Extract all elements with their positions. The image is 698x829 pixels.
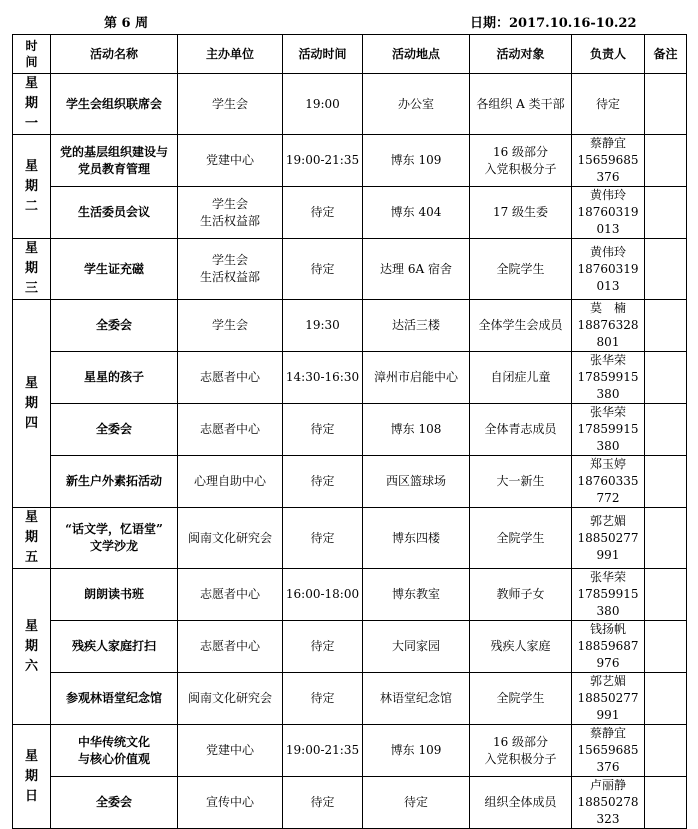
event-name-line: 新生户外素拓活动 (65, 474, 162, 488)
event-person-line: 17859915380 (577, 587, 639, 618)
event-person-line: 18850277991 (577, 691, 639, 722)
event-person-line: 18760319013 (577, 205, 639, 236)
event-person (572, 508, 645, 569)
event-time: 待定 (283, 777, 363, 829)
table-row (13, 352, 687, 404)
event-place: 博东 109 (363, 135, 470, 187)
event-target (470, 135, 572, 187)
event-organizer (178, 404, 283, 456)
day-label (13, 300, 51, 508)
event-time: 16:00-18:00 (283, 569, 363, 621)
event-name-line: 全委会 (95, 318, 132, 332)
event-note (645, 508, 687, 569)
event-person (572, 404, 645, 456)
event-time: 待定 (283, 239, 363, 300)
event-person-line: 18850278323 (577, 795, 639, 826)
event-time: 待定 (283, 187, 363, 239)
event-time: 待定 (283, 673, 363, 725)
event-person-line: 张华荣 (589, 405, 626, 419)
event-organizer (178, 456, 283, 508)
event-name-line: 参观林语堂纪念馆 (65, 691, 162, 705)
event-place: 博东 109 (363, 725, 470, 777)
event-place: 博东 404 (363, 187, 470, 239)
event-name-line: 生活委员会议 (77, 205, 150, 219)
event-target (470, 456, 572, 508)
col-header-person: 负责人 (572, 35, 645, 74)
col-header-note: 备注 (645, 35, 687, 74)
event-place: 大同家园 (363, 621, 470, 673)
event-person-line: 卢丽静 (589, 778, 626, 792)
event-organizer (178, 725, 283, 777)
event-name-line: 中华传统文化 (77, 734, 150, 749)
event-target-line: 全体青志成员 (484, 422, 557, 436)
event-person (572, 352, 645, 404)
event-person-line: 15659685376 (577, 743, 639, 774)
event-name (51, 239, 178, 300)
event-target-line: 全体学生会成员 (478, 318, 563, 332)
event-place: 博东四楼 (363, 508, 470, 569)
event-target (470, 508, 572, 569)
event-name-line: 朗朗读书班 (83, 587, 144, 601)
event-person (572, 74, 645, 135)
date-range: 日期：2017.10.16-10.22 (470, 16, 637, 31)
event-person-line: 钱扬帆 (589, 622, 626, 636)
col-header-target: 活动对象 (470, 35, 572, 74)
event-note (645, 187, 687, 239)
day-label-text: 星期三 (24, 241, 38, 296)
event-target (470, 239, 572, 300)
event-note (645, 725, 687, 777)
event-name (51, 404, 178, 456)
event-organizer (178, 673, 283, 725)
event-organizer-line: 志愿者中心 (199, 639, 260, 653)
event-name-line: 星星的孩子 (83, 370, 144, 384)
col-header-name: 活动名称 (51, 35, 178, 74)
event-name (51, 456, 178, 508)
event-name (51, 725, 178, 777)
event-name (51, 621, 178, 673)
event-organizer-line: 志愿者中心 (199, 587, 260, 601)
event-organizer-line: 志愿者中心 (199, 370, 260, 384)
event-target (470, 352, 572, 404)
event-time: 19:30 (283, 300, 363, 352)
event-time: 19:00 (283, 74, 363, 135)
day-label-text: 星期日 (24, 748, 38, 804)
col-header-time-label: 时间 (25, 38, 38, 69)
event-organizer (178, 777, 283, 829)
event-organizer (178, 352, 283, 404)
event-name-line: 残疾人家庭打扫 (71, 639, 156, 653)
event-target (470, 404, 572, 456)
table-row (13, 777, 687, 829)
event-note (645, 239, 687, 300)
event-name (51, 352, 178, 404)
event-name-line: 党的基层组织建设与 (59, 144, 168, 159)
event-name (51, 673, 178, 725)
event-target-line: 残疾人家庭 (490, 639, 551, 653)
event-person-line: 郭艺媚 (589, 513, 626, 528)
event-person-line: 蔡静宜 (589, 726, 626, 740)
event-organizer (178, 300, 283, 352)
table-row (13, 673, 687, 725)
event-target-line: 组织全体成员 (484, 795, 557, 809)
event-place: 林语堂纪念馆 (363, 673, 470, 725)
event-target (470, 725, 572, 777)
event-note (645, 300, 687, 352)
event-person-line: 黄伟玲 (589, 244, 626, 259)
schedule-body (13, 74, 687, 829)
event-organizer (178, 508, 283, 569)
event-time: 待定 (283, 621, 363, 673)
event-person-line: 张华荣 (589, 353, 626, 367)
day-label-text: 星期六 (24, 618, 38, 674)
event-person (572, 135, 645, 187)
event-person-line: 18760335772 (577, 474, 639, 505)
event-target-line: 入党积极分子 (484, 751, 557, 766)
event-person-line: 18760319013 (577, 261, 639, 293)
event-person (572, 569, 645, 621)
table-row (13, 300, 687, 352)
event-person-line: 蔡静宜 (589, 136, 626, 150)
day-label (13, 239, 51, 300)
event-time: 待定 (283, 456, 363, 508)
event-person-line: 17859915380 (577, 370, 639, 401)
event-target (470, 621, 572, 673)
event-target (470, 187, 572, 239)
day-label (13, 74, 51, 135)
event-time: 19:00-21:35 (283, 725, 363, 777)
event-organizer-line: 志愿者中心 (199, 422, 260, 436)
event-target (470, 777, 572, 829)
table-row (13, 135, 687, 187)
event-name (51, 135, 178, 187)
event-organizer-line: 党建中心 (205, 743, 254, 757)
event-time: 待定 (283, 508, 363, 569)
event-place: 待定 (363, 777, 470, 829)
event-organizer (178, 187, 283, 239)
event-note (645, 456, 687, 508)
day-label (13, 508, 51, 569)
event-organizer (178, 74, 283, 135)
event-person (572, 777, 645, 829)
event-person (572, 300, 645, 352)
event-person-line: 待定 (595, 96, 620, 111)
event-person (572, 621, 645, 673)
event-organizer-line: 心理自助中心 (193, 474, 266, 488)
event-target-line: 各组织 A 类干部 (476, 96, 565, 111)
event-person (572, 673, 645, 725)
event-name-line: 与核心价值观 (77, 751, 150, 766)
event-time: 待定 (283, 404, 363, 456)
table-row (13, 621, 687, 673)
event-note (645, 777, 687, 829)
day-label (13, 569, 51, 725)
event-organizer-line: 学生会 (211, 318, 248, 332)
table-row (13, 239, 687, 300)
table-row (13, 187, 687, 239)
event-organizer-line: 生活权益部 (199, 213, 260, 228)
event-person-line: 17859915380 (577, 422, 639, 453)
event-organizer (178, 569, 283, 621)
event-target-line: 16 级部分 (492, 734, 549, 749)
event-organizer-line: 闽南文化研究会 (187, 691, 272, 705)
day-label (13, 725, 51, 829)
event-organizer-line: 闽南文化研究会 (187, 530, 272, 545)
event-name (51, 777, 178, 829)
event-person (572, 725, 645, 777)
table-row (13, 508, 687, 569)
day-label-text: 星期四 (24, 375, 38, 431)
event-person-line: 张华荣 (589, 570, 626, 584)
table-row (13, 725, 687, 777)
event-place: 漳州市启能中心 (363, 352, 470, 404)
event-note (645, 621, 687, 673)
event-note (645, 569, 687, 621)
event-person (572, 456, 645, 508)
day-label-text: 星期二 (24, 158, 38, 214)
table-row (13, 404, 687, 456)
col-header-place: 活动地点 (363, 35, 470, 74)
event-target-line: 全院学生 (496, 691, 545, 705)
table-row (13, 569, 687, 621)
event-target (470, 569, 572, 621)
event-name-line: 党员教育管理 (77, 161, 150, 176)
event-organizer-line: 学生会 (211, 253, 248, 267)
event-note (645, 673, 687, 725)
event-target-line: 17 级生委 (492, 205, 549, 219)
event-organizer (178, 135, 283, 187)
event-person-line: 18876328801 (577, 318, 639, 349)
event-target-line: 入党积极分子 (484, 161, 557, 176)
col-header-org: 主办单位 (178, 35, 283, 74)
col-header-time (13, 35, 51, 74)
event-note (645, 135, 687, 187)
event-place: 博东教室 (363, 569, 470, 621)
event-target (470, 673, 572, 725)
header-row (13, 35, 687, 74)
event-name (51, 187, 178, 239)
event-name-line: 全委会 (95, 422, 132, 436)
event-person-line: 15659685376 (577, 153, 639, 184)
event-name-line: 全委会 (95, 795, 132, 809)
event-person-line: 18859687976 (577, 639, 639, 670)
event-organizer-line: 宣传中心 (205, 795, 254, 809)
event-name (51, 569, 178, 621)
event-note (645, 404, 687, 456)
event-person-line: 郑玉婷 (589, 457, 626, 471)
day-label (13, 135, 51, 239)
table-row (13, 456, 687, 508)
event-target (470, 74, 572, 135)
event-organizer-line: 学生会 (211, 96, 248, 111)
event-time: 19:00-21:35 (283, 135, 363, 187)
event-person-line: 黄伟玲 (589, 188, 626, 202)
day-label-text: 星期五 (24, 510, 38, 565)
day-label-text: 星期一 (24, 76, 38, 131)
event-name (51, 300, 178, 352)
event-person (572, 239, 645, 300)
event-person-line: 莫 楠 (589, 301, 626, 315)
event-target-line: 全院学生 (496, 530, 545, 545)
event-place: 办公室 (363, 74, 470, 135)
event-organizer-line: 学生会 (211, 196, 248, 211)
event-name (51, 508, 178, 569)
event-person-line: 18850277991 (577, 530, 639, 562)
event-name-line: 学生会组织联席会 (65, 96, 162, 111)
event-organizer-line: 党建中心 (205, 153, 254, 167)
event-name-line: “话文学，忆语堂” (65, 522, 163, 536)
event-place: 达活三楼 (363, 300, 470, 352)
event-place: 西区篮球场 (363, 456, 470, 508)
event-target-line: 自闭症儿童 (490, 370, 551, 384)
event-place: 达理 6A 宿舍 (363, 239, 470, 300)
event-target-line: 16 级部分 (492, 144, 549, 159)
event-name-line: 学生证充磁 (83, 261, 144, 276)
event-place: 博东 108 (363, 404, 470, 456)
event-organizer-line: 生活权益部 (199, 270, 260, 284)
schedule-table (12, 34, 687, 829)
event-target-line: 大一新生 (496, 474, 545, 488)
week-number: 第 6 周 (104, 16, 149, 31)
event-time: 14:30-16:30 (283, 352, 363, 404)
event-note (645, 74, 687, 135)
event-person-line: 郭艺媚 (589, 674, 626, 688)
event-person (572, 187, 645, 239)
event-note (645, 352, 687, 404)
col-header-activity-time: 活动时间 (283, 35, 363, 74)
event-target-line: 教师子女 (496, 587, 545, 601)
table-row (13, 74, 687, 135)
event-name-line: 文学沙龙 (89, 539, 138, 553)
event-organizer (178, 239, 283, 300)
event-target (470, 300, 572, 352)
event-organizer (178, 621, 283, 673)
event-name (51, 74, 178, 135)
event-target-line: 全院学生 (496, 261, 545, 276)
